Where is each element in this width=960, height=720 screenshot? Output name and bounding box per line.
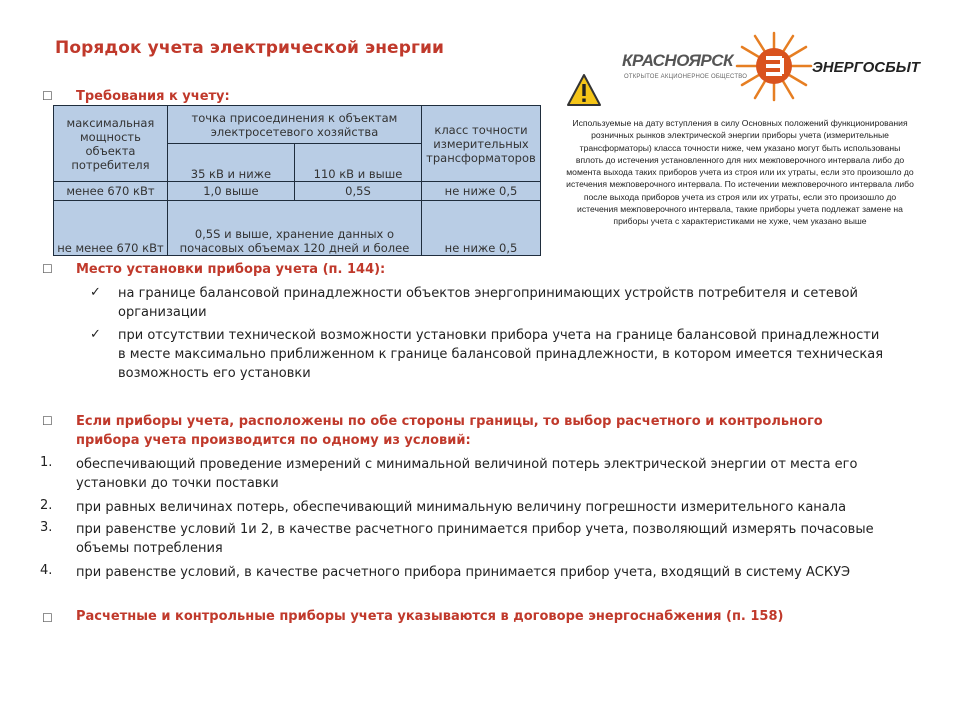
header-connection-point: точка присоединения к объектам электросетевого хозяйства	[167, 106, 421, 144]
page-title: Порядок учета электрической энергии	[55, 38, 444, 58]
header-power: максимальная мощность объекта потребителя	[54, 106, 168, 182]
cell-class-value: не ниже 0,5	[421, 182, 540, 201]
energosbyt-logo-icon	[735, 30, 813, 102]
warning-icon	[566, 73, 602, 107]
section-meter-choice-heading: Если приборы учета, расположены по обе стороны границы, то выбор расчетного и контрольного прибора учета производится по одному из условий:	[76, 414, 823, 448]
cell-class-value: не ниже 0,5	[421, 201, 540, 256]
logo-energosbyt-text: ЭНЕРГОСБЫТ	[812, 59, 920, 76]
list-number: 2.	[40, 498, 53, 513]
condition-item: при равенстве условий, в качестве расчетного прибора принимается прибор учета, входящий в систему АСКУЭ	[76, 565, 851, 580]
section-requirements-heading: Требования к учету:	[76, 89, 230, 104]
header-110kv: 110 кВ и выше	[294, 144, 421, 182]
list-number: 3.	[40, 520, 53, 535]
requirements-table	[53, 105, 541, 256]
cell-power-less: менее 670 кВт	[54, 182, 168, 201]
checkbox-bullet-icon: ☐	[42, 611, 53, 625]
header-accuracy-class: класс точности измерительных трансформаторов	[421, 106, 540, 182]
condition-item: при равных величинах потерь, обеспечивающий минимальную величину погрешности измерительного канала	[76, 500, 847, 515]
location-item: при отсутствии технической возможности установки прибора учета на границе балансовой принадлежности в месте максимально приближенном к границе балансовой принадлежности, в котором имеется техническая возможность его установки	[118, 328, 884, 381]
checkbox-bullet-icon: ☐	[42, 262, 53, 276]
condition-item: обеспечивающий проведение измерений с минимальной величиной потерь электрической энергии от места его установки до точки поставки	[76, 457, 858, 491]
logo-subtitle: ОТКРЫТОЕ АКЦИОНЕРНОЕ ОБЩЕСТВО	[624, 74, 748, 80]
condition-item: при равенстве условий 1и 2, в качестве расчетного принимается прибор учета, позволяющий измерять почасовые объемы потребления	[76, 522, 874, 556]
header-35kv: 35 кВ и ниже	[167, 144, 294, 182]
list-number: 4.	[40, 563, 53, 578]
section-contract-heading: Расчетные и контрольные приборы учета указываются в договоре энергоснабжения (п. 158)	[76, 609, 784, 624]
list-number: 1.	[40, 455, 53, 470]
checkbox-bullet-icon: ☐	[42, 414, 53, 428]
cell-power-not-less: не менее 670 кВт	[54, 201, 168, 256]
location-item: на границе балансовой принадлежности объектов энергопринимающих устройств потребителя и сетевой организации	[118, 286, 858, 320]
cell-110kv-value: 0,5S	[294, 182, 421, 201]
note-text: Используемые на дату вступления в силу Основных положений функционирования розничных рынков электрической энергии приборы учета (измерительные трансформаторы) класса точности ниже, чем указано могут быть использованы вплоть до истечения установленного для них межповерочного интервала либо до момента выхода таких приборов учета из строя или их утраты, если это произошло до истечения межповерочного интервала. По истечении межповерочного интервала либо после выхода приборов учета из строя или их утраты, если это произошло до истечения межповерочного интервала, такие приборы учета подлежат замене на приборы учета с характеристиками не хуже, чем указано выше	[566, 118, 914, 227]
cell-storage-requirement: 0,5S и выше, хранение данных о почасовых объемах 120 дней и более	[167, 201, 421, 256]
cell-35kv-value: 1,0 выше	[167, 182, 294, 201]
checkmark-icon: ✓	[90, 326, 101, 341]
section-location-heading: Место установки прибора учета (п. 144):	[76, 262, 386, 277]
logo-krasnoyarsk-text: КРАСНОЯРСК	[622, 51, 733, 70]
checkbox-bullet-icon: ☐	[42, 89, 53, 103]
checkmark-icon: ✓	[90, 284, 101, 299]
